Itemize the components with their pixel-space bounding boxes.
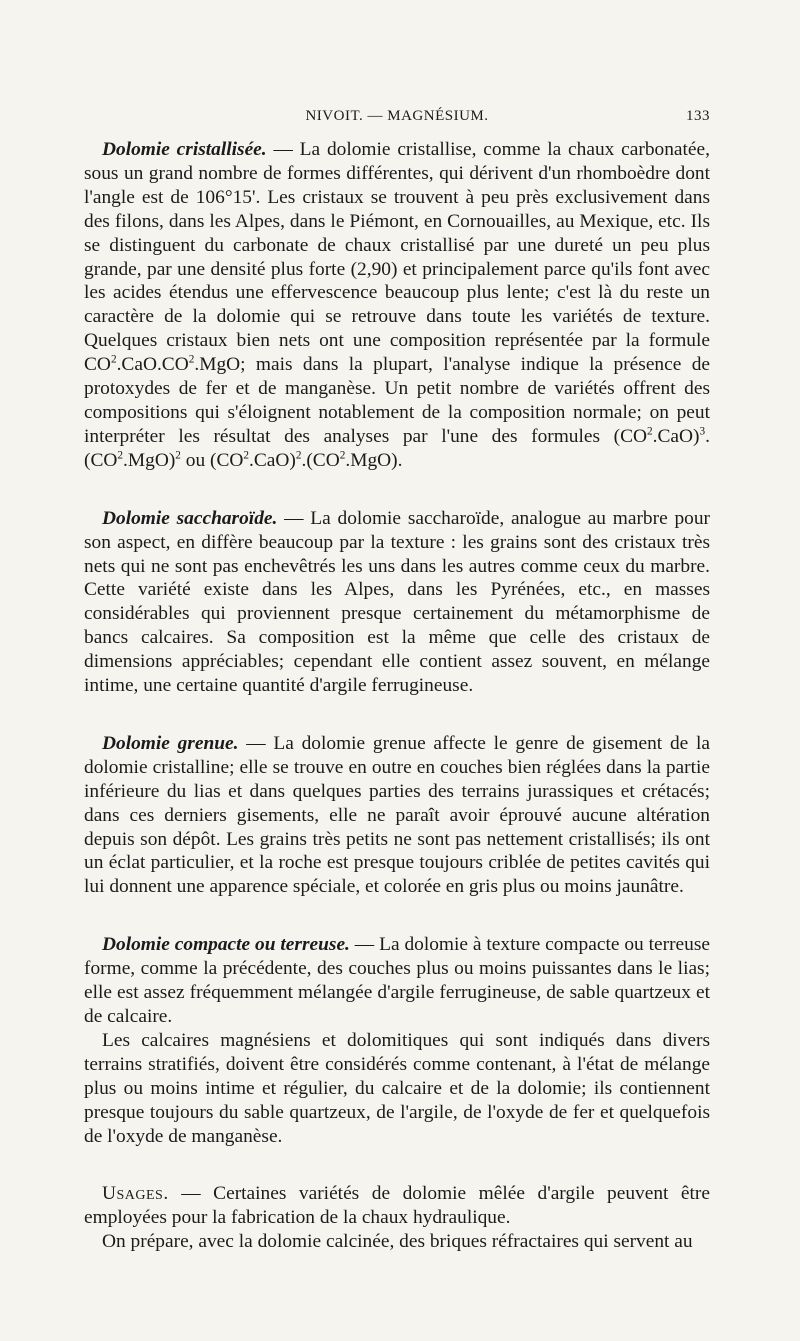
paragraph-dolomie-cristallisee [84,138,710,473]
formula-text: .MgO). [345,449,403,471]
running-header [84,108,710,134]
formula-text: .CaO) [249,449,296,471]
paragraph-calcaires-magnesiens [84,1029,710,1149]
formula-text: .CaO) [652,425,700,447]
paragraph-text: Les calcaires magnésiens et dolomitiques qui sont indiqués dans divers terrains stratifiés, doivent être considérés comme contenant, à l'état de mélange plus ou moins intime et régulier, du calcaire et de la dolomie; ils contiennent presque toujours du sable quartzeux, de l'argile, de l'oxyde de fer et quelquefois de l'oxyde de manganèse. [84,1029,710,1147]
page-body [84,138,710,1254]
paragraph-text: .MgO; mais dans la plupart, l'analyse indique la présence de protoxydes de fer et de manganèse. Un petit nombre de variétés offrent des compositions qui s'éloignent notablement de la composition normale; on peut interpréter les résultat des analyses par l'une des formules (CO [84,354,710,447]
section-heading: Dolomie compacte ou terreuse. [102,934,350,956]
section-heading: Dolomie cristallisée. [102,139,267,160]
formula-text: .MgO) [123,449,176,471]
paragraph-usages [84,1182,710,1230]
formula-text: .(CO [301,449,340,471]
paragraph-text: — La dolomie saccharoïde, analogue au marbre pour son aspect, en diffère beaucoup par la texture : les grains sont des cristaux très nets qui ne sont pas enchevêtrés les uns dans les autres comme ceux du marbre. Cette variété existe dans les Alpes, dans les Pyrénées, etc., en masses considérables qui proviennent presque certainement du métamorphisme de bancs calcaires. Sa composition est la même que celle des cristaux de dimensions appréciables; cependant elle contient assez souvent, en mélange intime, une certaine quantité d'argile ferrugineuse. [84,507,710,697]
page-number: 133 [686,108,710,124]
section-heading: Dolomie saccharoïde. [102,507,278,529]
formula-text: .(CO [84,425,710,471]
paragraph-dolomie-saccharoide [84,507,710,698]
section-heading: Dolomie grenue. [102,732,239,754]
formula-text: ou (CO [180,449,244,471]
formula-superscript: 3 [699,425,706,438]
formula-text: .CaO.CO [116,354,189,376]
paragraph-text: On prépare, avec la dolomie calcinée, des briques réfractaires qui servent au [102,1231,693,1253]
paragraph-text: — La dolomie cristallise, comme la chaux carbonatée, sous un grand nombre de formes différentes, qui dérivent d'un rhomboèdre dont l'angle est de 106°15'. Les cristaux se trouvent à peu près exclusivement dans des filons, dans les Alpes, dans le Piémont, en Cornouailles, au Mexique, etc. Ils se distinguent du carbonate de chaux cristallisé par une dureté un peu plus grande, par une densité plus forte (2,90) et principalement parce qu'ils font avec les acides étendus une effervescence beaucoup plus lente; c'est là du reste un caractère de la dolomie qui se retrouve dans toute les variétés de texture. Quelques cristaux bien nets ont une composition représentée par la formule CO [84,139,710,376]
formula-superscript: 2 [188,353,195,366]
formula-superscript: 2 [243,449,250,462]
section-heading: Usages. [102,1183,169,1205]
formula-superscript: 2 [339,449,346,462]
formula-superscript: 2 [295,449,302,462]
running-title: NIVOIT. — MAGNÉSIUM. [305,108,489,124]
formula-superscript: 2 [117,449,124,462]
formula-superscript: 2 [175,449,181,462]
paragraph-text: — La dolomie grenue affecte le genre de gisement de la dolomie cristalline; elle se trouve en outre en couches bien réglées dans la partie inférieure du lias et dans quelques parties des terrains jurassiques et crétacés; dans ces derniers gisements, elle ne paraît avoir éprouvé aucune altération depuis son dépôt. Les grains très petits ne sont pas nettement cristallisés; ils ont un éclat particulier, et la roche est presque toujours criblée de petites cavités qui lui donnent une apparence spéciale, et colorée en gris plus ou moins jaunâtre. [84,732,711,898]
paragraph-dolomie-compacte [84,933,710,1029]
paragraph-text: — Certaines variétés de dolomie mêlée d'argile peuvent être employées pour la fabrication de la chaux hydraulique. [84,1183,710,1229]
formula-superscript: 2 [110,353,117,366]
paragraph-briques [84,1230,710,1254]
formula-superscript: 2 [647,425,653,438]
paragraph-text: — La dolomie à texture compacte ou terreuse forme, comme la précédente, des couches plus ou moins puissantes dans le lias; elle est assez fréquemment mélangée d'argile ferrugineuse, de sable quartzeux et de calcaire. [84,934,711,1027]
paragraph-dolomie-grenue [84,732,710,899]
